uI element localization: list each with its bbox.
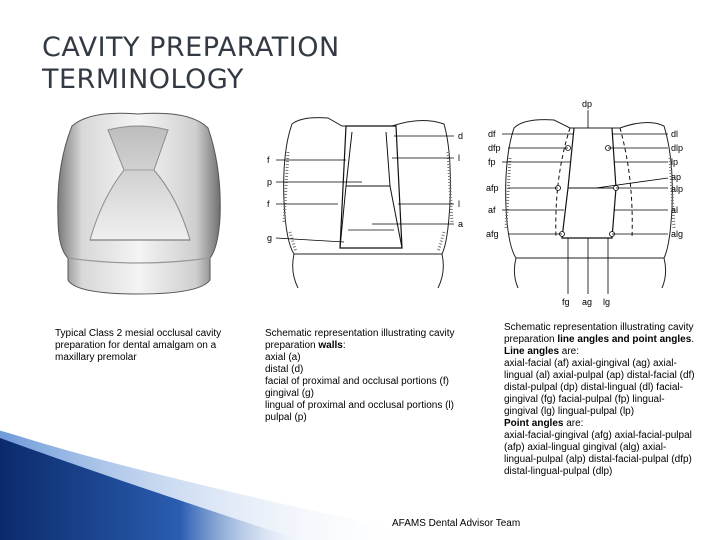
label-afp: afp <box>486 183 499 193</box>
caption-walls <box>265 328 475 424</box>
label-f-bottom: f <box>267 199 270 209</box>
caption-angles <box>504 322 696 478</box>
caption-angles-dot: . <box>691 334 695 345</box>
decorative-swoosh <box>0 430 420 540</box>
line-angles-are: are: <box>559 346 580 357</box>
wall-item: distal (d) <box>265 364 304 375</box>
label-g: g <box>267 233 273 243</box>
label-a: a <box>458 219 464 229</box>
label-af: af <box>488 205 496 215</box>
label-fp: fp <box>488 157 496 167</box>
angles-diagram <box>484 98 704 320</box>
wall-item: axial (a) <box>265 352 301 363</box>
title-line-1: CAVITY PREPARATION <box>42 32 340 63</box>
label-dl: dl <box>671 129 679 139</box>
label-lg: lg <box>603 297 611 307</box>
label-p: p <box>267 177 273 187</box>
label-f-top: f <box>267 155 270 165</box>
label-ag: ag <box>582 297 593 307</box>
label-fg: fg <box>562 297 570 307</box>
caption-walls-colon: : <box>342 340 346 351</box>
label-l-top: l <box>458 153 460 163</box>
label-ap: ap <box>671 172 682 182</box>
title-line-2: TERMINOLOGY <box>42 64 244 95</box>
label-dp: dp <box>582 99 593 109</box>
point-angles-heading: Point angles <box>504 418 564 429</box>
caption-tooth-text: Typical Class 2 mesial occlusal cavity preparation for dental amalgam on a maxillary premolar <box>55 328 222 363</box>
wall-item: pulpal (p) <box>265 412 307 423</box>
caption-angles-intro: Schematic representation illustrating cavity preparation <box>504 322 694 345</box>
slide-title <box>42 32 340 96</box>
point-angles-are: are: <box>563 418 584 429</box>
label-df: df <box>488 129 496 139</box>
point-angles-list: axial-facial-gingival (afg) axial-facial-pulpal (afp) axial-lingual gingival (alg) axial-lingual-pulpal (alp) distal-facial-pulpal (dfp) distal-lingual-pulpal (dlp) <box>504 430 692 477</box>
footer-credit: AFAMS Dental Advisor Team <box>392 518 521 529</box>
label-lp: lp <box>671 157 679 167</box>
wall-item: gingival (g) <box>265 388 314 399</box>
wall-item: facial of proximal and occlusal portions (f) <box>265 376 449 387</box>
walls-diagram <box>262 112 474 297</box>
label-dlp: dlp <box>671 143 684 153</box>
tooth-photo <box>50 108 226 296</box>
label-al: al <box>671 205 679 215</box>
wall-item: lingual of proximal and occlusal portions (l) <box>265 400 454 411</box>
label-alg: alg <box>671 229 684 239</box>
label-alp: alp <box>671 184 684 194</box>
label-d: d <box>458 131 464 141</box>
label-l-bottom: l <box>458 199 460 209</box>
label-dfp: dfp <box>488 143 501 153</box>
line-angles-heading: Line angles <box>504 346 560 357</box>
line-angles-list: axial-facial (af) axial-gingival (ag) axial-lingual (al) axial-pulpal (ap) distal-facial (df) distal-pulpal (dp) distal-lingual (dl) facial-gingival (fg) facial-pulpal (fp) lingual-gingival (lg) lingual-pulpal (lp) <box>504 358 695 417</box>
caption-tooth <box>55 328 243 364</box>
caption-angles-bold: line angles and point angles <box>557 334 692 345</box>
label-afg: afg <box>486 229 499 239</box>
caption-walls-bold: walls <box>318 340 343 351</box>
caption-walls-intro: Schematic representation illustrating cavity preparation <box>265 328 455 351</box>
